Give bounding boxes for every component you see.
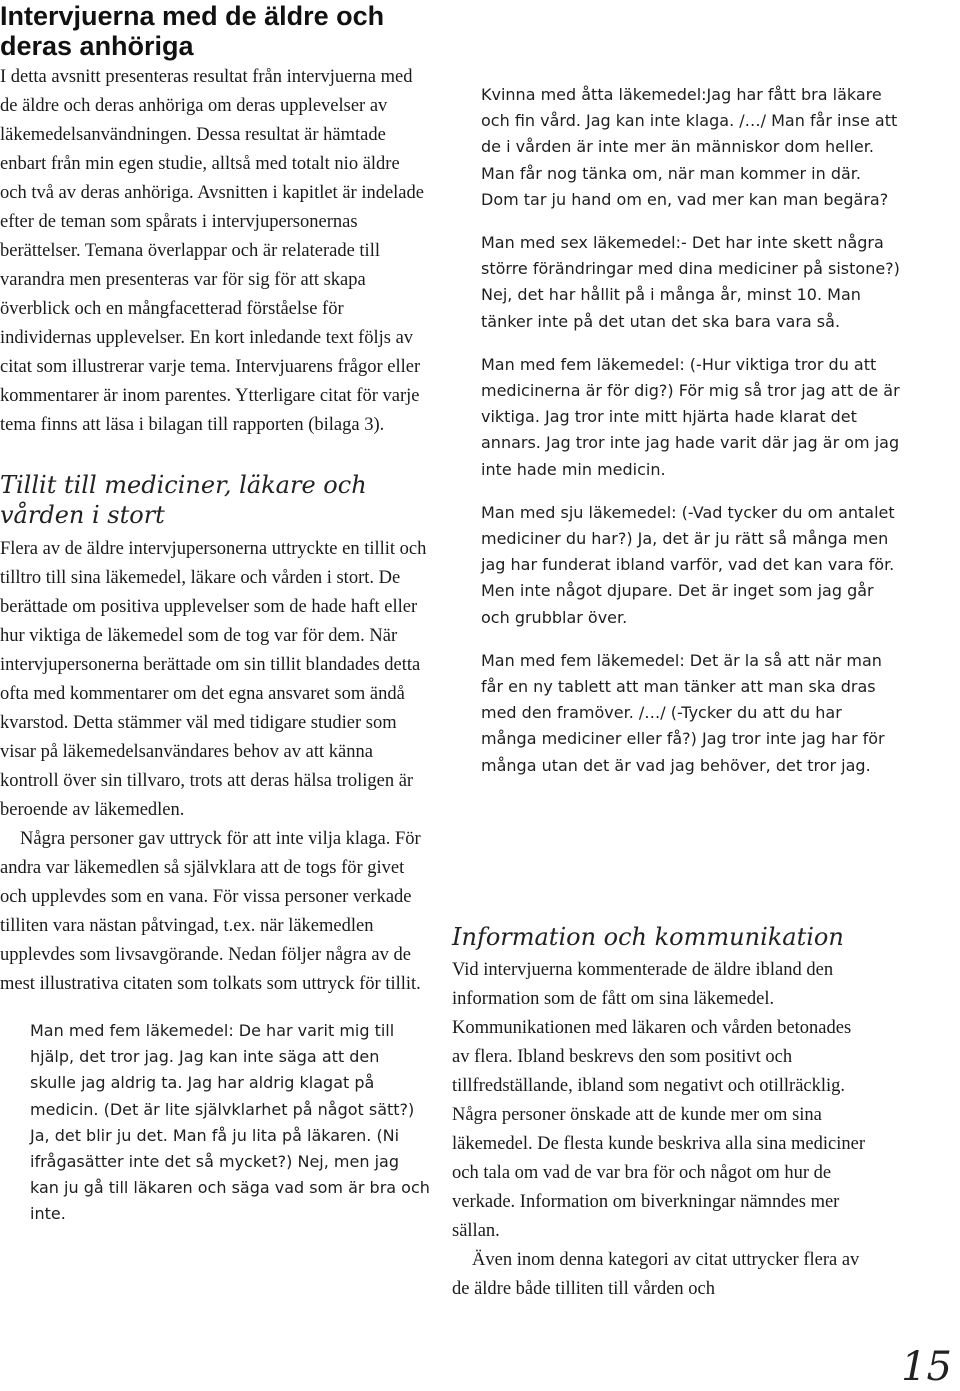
page-number: 15: [901, 1344, 952, 1390]
interview-quote: Man med sju läkemedel: (-Vad tycker du om antalet mediciner du har?) Ja, det är ju rätt så många men jag har funderat ibland varför, vad det kan vara för. Men inte något djupare. Det är inget som jag går och grubblar över.: [481, 502, 895, 627]
subsection-heading-information: Information och kommunikation: [452, 923, 844, 951]
left-column: [0, 0, 428, 1228]
body-paragraph: Även inom denna kategori av citat uttrycker flera av de äldre både tilliten till vården och: [452, 1250, 860, 1299]
interview-quote: Man med fem läkemedel: De har varit mig till hjälp, det tror jag. Jag kan inte säga att den skulle jag aldrig ta. Jag har aldrig klagat på medicin. (Det är lite självklarhet på något sätt?) Ja, det blir ju det. Man få ju lita på läkaren. (Ni ifrågasätter inte det så mycket?) Nej, men jag kan ju gå till läkaren och säga vad som är bra och inte.: [30, 1021, 430, 1224]
intro-paragraph: I detta avsnitt presenteras resultat från intervjuerna med de äldre och deras anhöriga om deras upplevelser av läkemedelsanvändningen. Dessa resultat är hämtade enbart från min egen studie, alltså med totalt nio äldre och två av deras anhöriga. Avsnitten i kapitlet är indelade efter de teman som spårats i intervjupersonernas berättelser. Temana överlappar och är relaterade till varandra men presenteras var för sig för att skapa överblick och en mångfacetterad förståelse för individernas upplevelser. En kort inledande text följs av citat som illustrerar varje tema. Intervjuarens frågor eller kommentarer är inom parentes. Ytterligare citat för varje tema finns att läsa i bilagan till rapporten (bilaga 3).: [0, 67, 424, 435]
right-quotes: [452, 82, 942, 779]
subsection-heading-trust: Tillit till mediciner, läkare och vården i stort: [0, 471, 367, 529]
section-heading: Intervjuerna med de äldre och deras anhöriga: [0, 1, 385, 61]
interview-quote: Man med fem läkemedel: Det är la så att när man får en ny tablett att man tänker att man ska dras med den framöver. /…/ (-Tycker du att du har många mediciner eller få?) Jag tror inte jag har för många utan det är vad jag behöver, det tror jag.: [481, 650, 885, 775]
interview-quote: Man med fem läkemedel: (-Hur viktiga tror du att medicinerna är för dig?) För mig så tror jag att de är viktiga. Jag tror inte mitt hjärta hade klarat det annars. Jag tror inte jag hade varit där jag är om jag inte hade min medicin.: [481, 354, 900, 479]
section-information: [452, 922, 872, 1304]
body-paragraph: Vid intervjuerna kommenterade de äldre ibland den information som de fått om sina läkemedel. Kommunikationen med läkaren och vården betonades av flera. Ibland beskrevs den som positivt och tillfredställande, ibland som negativt och otillräcklig. Några personer önskade att de kunde mer om sina läkemedel. De flesta kunde beskriva alla sina mediciner och tala om vad de var bra för och något om hur de verkade. Information om biverkningar nämndes mer sällan.: [452, 960, 865, 1241]
interview-quote: Kvinna med åtta läkemedel:Jag har fått bra läkare och fin vård. Jag kan inte klaga. /…/ Man får inse att de i vården är inte mer än människor dom heller. Man får nog tänka om, när man kommer in där. Dom tar ju hand om en, vad mer kan man begära?: [481, 85, 898, 209]
interview-quote: Man med sex läkemedel:- Det har inte skett några större förändringar med dina mediciner på sistone?) Nej, det har hållit på i många år, minst 10. Man tänker inte på det utan det ska bara vara så.: [481, 233, 900, 331]
body-paragraph: Flera av de äldre intervjupersonerna uttryckte en tillit och tilltro till sina läkemedel, läkare och vården i stort. De berättade om positiva upplevelser som de hade haft eller hur viktiga de läkemedel som de tog var för dem. När intervjupersonerna berättade om sin tillit blandades detta ofta med kommentarer om det egna ansvaret som ändå kvarstod. Detta stämmer väl med tidigare studier som visar på läkemedelsanvändares behov av att känna kontroll över sin tillvaro, trots att deras hälsa troligen är beroende av läkemedlen.: [0, 539, 427, 820]
body-paragraph: Några personer gav uttryck för att inte vilja klaga. För andra var läkemedlen så självklara att de togs för givet och upplevdes som en vana. För vissa personer verkade tilliten vara nästan påtvingad, t.ex. när läkemedlen upplevdes som livsavgörande. Nedan följer några av de mest illustrativa citaten som tolkats som uttryck för tillit.: [0, 829, 421, 994]
